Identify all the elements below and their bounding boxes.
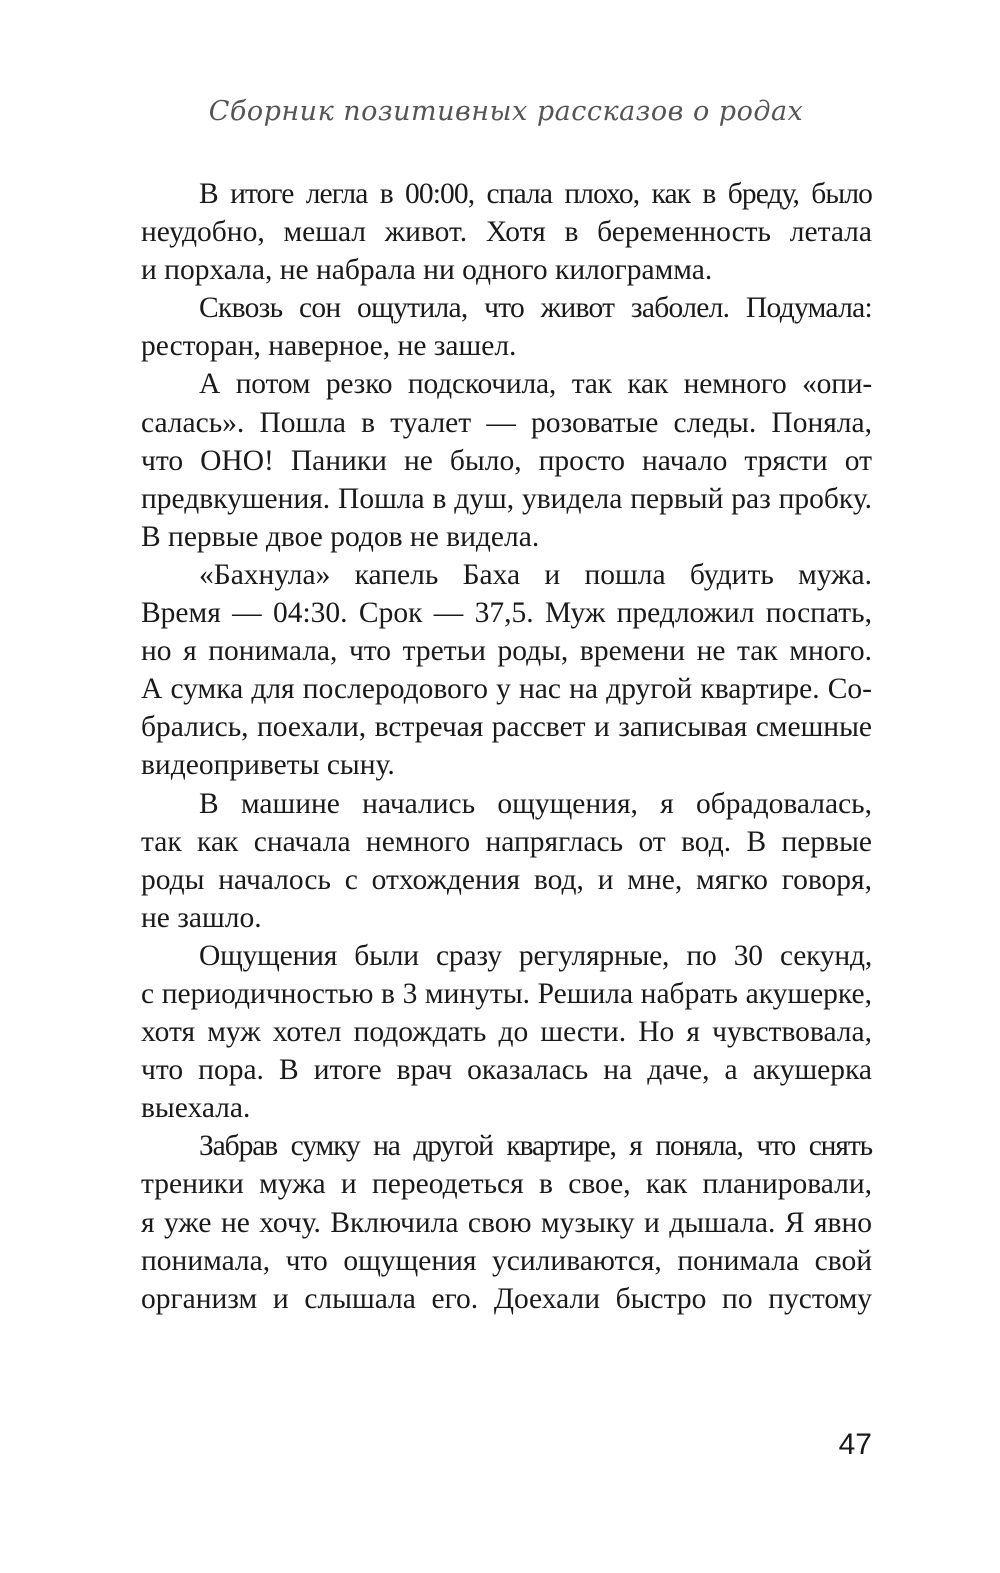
text-line: что ОНО! Паники не было, просто начало трясти от: [141, 444, 872, 477]
paragraph: [141, 937, 872, 1127]
text-line: неудобно, мешал живот. Хотя в беременность летала: [141, 216, 872, 249]
paragraph: [141, 1127, 872, 1317]
text-line: А сумка для послеродового у нас на другой квартире. Со-: [141, 673, 872, 706]
body-text: [141, 175, 872, 1318]
text-line: В первые двое родов не видела.: [141, 520, 540, 553]
text-line: салась». Пошла в туалет — розоватые следы. Поняла,: [141, 406, 872, 439]
text-line: хотя муж хотел подождать до шести. Но я чувствовала,: [141, 1016, 872, 1049]
text-line: роды началось с отхождения вод, и мне, мягко говоря,: [141, 863, 872, 896]
paragraph: [141, 785, 872, 937]
paragraph: [141, 175, 872, 289]
text-line: В машине начались ощущения, я обрадовалась,: [199, 787, 872, 820]
text-line: «Бахнула» капель Баха и пошла будить мужа.: [199, 558, 872, 591]
text-line: и порхала, не набрала ни одного килограмма.: [141, 254, 713, 287]
text-line: Ощущения были сразу регулярные, по 30 секунд,: [199, 939, 872, 972]
page-number: 47: [838, 1428, 872, 1461]
text-line: выехала.: [141, 1092, 251, 1125]
text-line: Время — 04:30. Срок — 37,5. Муж предложил поспать,: [141, 597, 872, 630]
text-line: треники мужа и переодеться в свое, как планировали,: [141, 1168, 872, 1201]
text-line: я уже не хочу. Включила свою музыку и дышала. Я явно: [141, 1206, 872, 1239]
text-line: Сквозь сон ощутила, что живот заболел. Подумала:: [199, 292, 872, 325]
text-line: понимала, что ощущения усиливаются, понимала свой: [141, 1244, 872, 1277]
text-line: брались, поехали, встречая рассвет и записывая смешные: [141, 711, 872, 744]
text-line: так как сначала немного напряглась от вод. В первые: [141, 825, 872, 858]
text-line: А потом резко подскочила, так как немного «опи-: [199, 368, 872, 401]
text-line: В итоге легла в 00:00, спала плохо, как в бреду, было: [199, 178, 872, 210]
paragraph: [141, 289, 872, 365]
text-line: предвкушения. Пошла в душ, увидела первый раз пробку.: [141, 482, 872, 515]
paragraph: [141, 556, 872, 785]
text-line: не зашло.: [141, 901, 262, 934]
text-line: организм и слышала его. Доехали быстро по пустому: [141, 1282, 872, 1315]
text-line: с периодичностью в 3 минуты. Решила набрать акушерке,: [141, 977, 872, 1010]
text-line: видеоприветы сыну.: [141, 749, 395, 782]
text-line: что пора. В итоге врач оказалась на даче, а акушерка: [141, 1054, 872, 1087]
text-line: но я понимала, что третьи роды, времени не так много.: [141, 635, 872, 668]
paragraph: [141, 365, 872, 555]
text-line: ресторан, наверное, не зашел.: [141, 330, 517, 363]
text-line: Забрав сумку на другой квартире, я поняла, что снять: [199, 1130, 872, 1163]
running-header-title: Сборник позитивных рассказов о родах: [208, 96, 804, 127]
